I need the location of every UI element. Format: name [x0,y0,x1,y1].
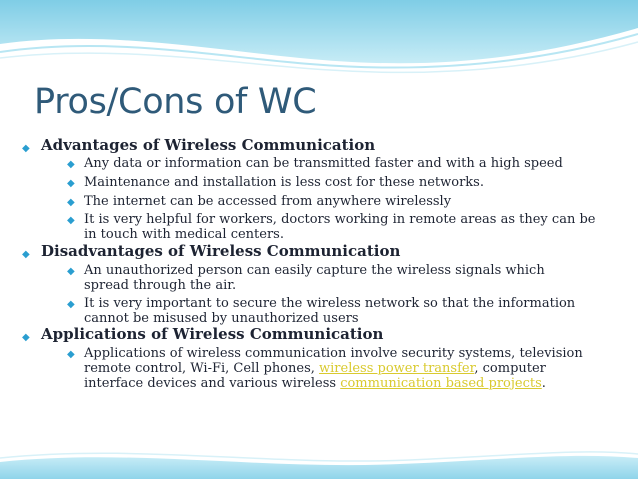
list-item: Any data or information can be transmitted faster and with a high speed [84,156,563,171]
bullet-icon: ◆ [22,249,30,260]
list-item: It is very helpful for workers, doctors working in remote areas as they can be in touch with medical centers. [84,212,596,242]
bullet-icon: ◆ [67,215,75,226]
bullet-icon: ◆ [67,299,75,310]
list-item: It is very important to secure the wireless network so that the information cannot be misused by unauthorized users [84,296,576,326]
bullet-icon: ◆ [67,159,75,170]
section-heading-disadvantages: Disadvantages of Wireless Communication [41,242,401,260]
slide-title: Pros/Cons of WC [34,82,317,122]
bullet-icon: ◆ [67,349,75,360]
list-item: Maintenance and installation is less cost for these networks. [84,175,484,190]
link-communication-based-projects[interactable]: communication based projects [340,376,542,391]
bullet-icon: ◆ [22,143,30,154]
bullet-icon: ◆ [22,332,30,343]
bottom-wave-decoration [0,440,638,479]
bullet-icon: ◆ [67,197,75,208]
list-item: An unauthorized person can easily capture the wireless signals which spread through the air. [84,263,545,293]
list-item: The internet can be accessed from anywhere wirelessly [84,194,452,209]
link-wireless-power-transfer[interactable]: wireless power transfer [319,361,475,376]
list-item: Applications of wireless communication involve security systems, television remote control, Wi-Fi, Cell phones, wireless power transfer, computer interface devices and various wireless communication based projects. [84,346,583,391]
section-heading-advantages: Advantages of Wireless Communication [41,136,376,154]
section-heading-applications: Applications of Wireless Communication [41,325,384,343]
bullet-icon: ◆ [67,266,75,277]
bullet-icon: ◆ [67,178,75,189]
